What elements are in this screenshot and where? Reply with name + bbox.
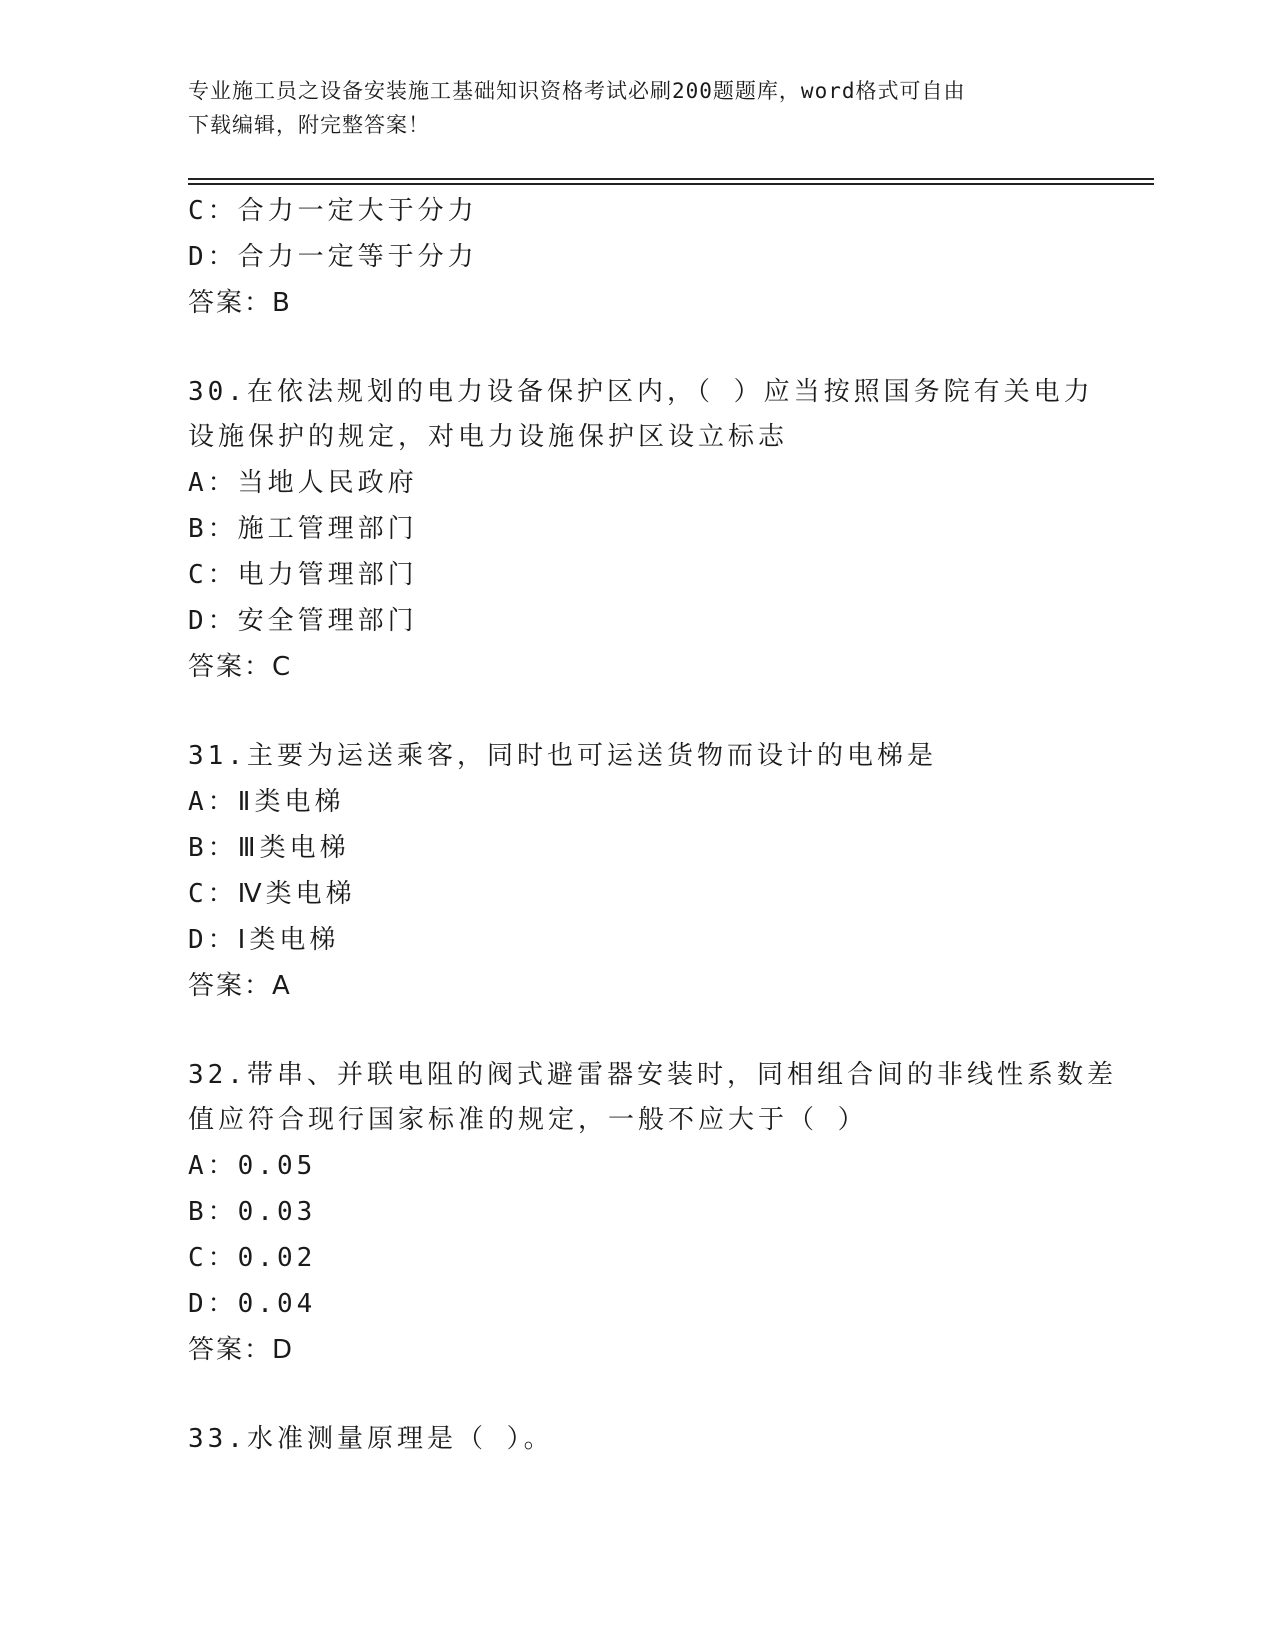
- option-d: D：安全管理部门: [188, 606, 418, 636]
- option-a: A：当地人民政府: [188, 468, 418, 498]
- question-33: [188, 1417, 1088, 1462]
- header-line-1: 专业施工员之设备安装施工基础知识资格考试必刷200题题库，word格式可自由: [188, 79, 966, 103]
- option-d: D：0.04: [188, 1289, 317, 1319]
- page-header: [188, 74, 1088, 142]
- question-text-line: 30.在依法规划的电力设备保护区内，（ ）应当按照国务院有关电力: [188, 377, 1094, 407]
- option-c: C：合力一定大于分力: [188, 196, 478, 226]
- answer-line: 答案：B: [188, 288, 292, 318]
- question-text: [188, 370, 1094, 460]
- question-fragment: [188, 188, 1088, 326]
- question-list: [188, 188, 1117, 1462]
- question-text-line: 设施保护的规定，对电力设施保护区设立标志: [188, 422, 789, 452]
- option-b: B：Ⅲ类电梯: [188, 833, 350, 863]
- answer-line: 答案：D: [188, 1335, 295, 1365]
- question-text-line: 值应符合现行国家标准的规定，一般不应大于（ ）: [188, 1105, 868, 1135]
- header-line-2: 下载编辑，附完整答案！: [188, 113, 430, 137]
- question-text-line: 32.带串、并联电阻的阀式避雷器安装时，同相组合间的非线性系数差: [188, 1060, 1117, 1090]
- header-divider-top: [188, 178, 1154, 180]
- question-text: [188, 734, 1088, 779]
- option-d: D：Ⅰ类电梯: [188, 925, 340, 955]
- option-d: D：合力一定等于分力: [188, 242, 478, 272]
- question-text: [188, 1417, 1088, 1462]
- option-c: C：Ⅳ类电梯: [188, 879, 356, 909]
- question-31: [188, 734, 1088, 1009]
- question-32: [188, 1053, 1117, 1373]
- option-b: B：施工管理部门: [188, 514, 418, 544]
- answer-line: 答案：A: [188, 971, 292, 1001]
- option-b: B：0.03: [188, 1197, 317, 1227]
- question-text-line: 33.水准测量原理是（ ）。: [188, 1424, 554, 1454]
- question-text: [188, 1053, 1117, 1143]
- option-a: A：0.05: [188, 1151, 317, 1181]
- answer-line: 答案：C: [188, 652, 293, 682]
- option-c: C：电力管理部门: [188, 560, 418, 590]
- header-divider-bottom: [188, 183, 1154, 185]
- option-c: C：0.02: [188, 1243, 317, 1273]
- question-text-line: 31.主要为运送乘客，同时也可运送货物而设计的电梯是: [188, 741, 937, 771]
- question-30: [188, 370, 1094, 690]
- option-a: A：Ⅱ类电梯: [188, 787, 345, 817]
